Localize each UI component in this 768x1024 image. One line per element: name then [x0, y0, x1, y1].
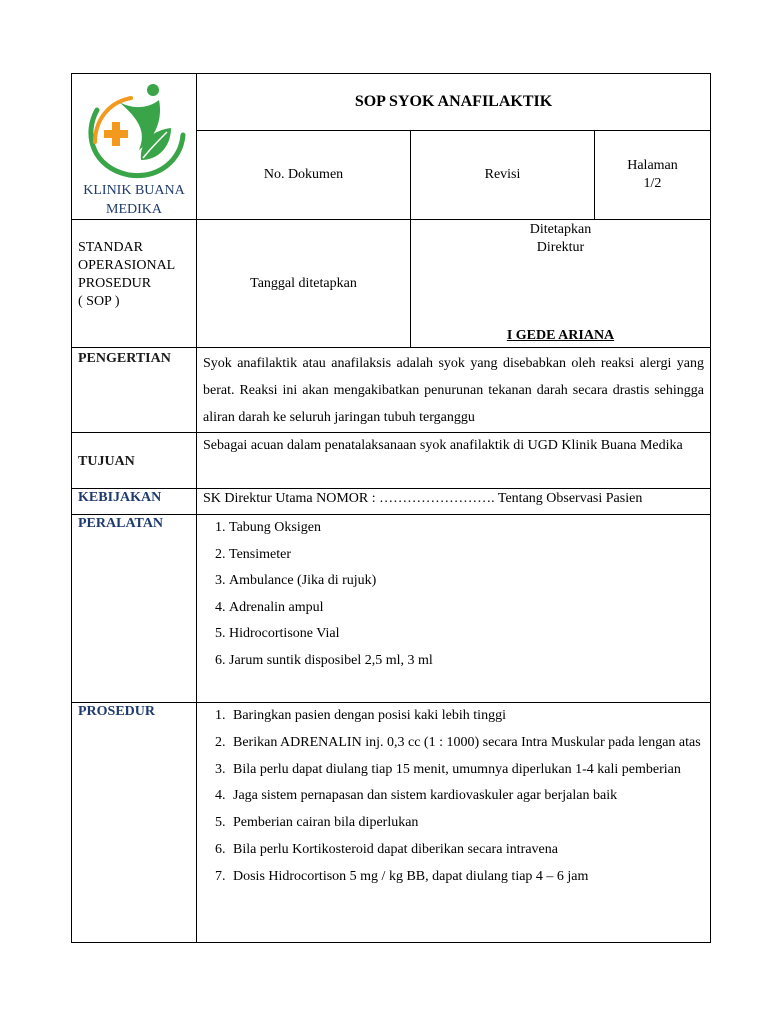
tanggal-ditetapkan-cell: Tanggal ditetapkan: [197, 220, 411, 348]
revisi-cell: Revisi: [411, 131, 595, 220]
peralatan-label: PERALATAN: [72, 515, 197, 703]
sop-label-line: PROSEDUR: [78, 276, 152, 291]
prosedur-list: [197, 703, 710, 891]
halaman-value: 1/2: [643, 176, 662, 192]
kebijakan-text: SK Direktur Utama NOMOR : ……………………. Tentang Observasi Pasien: [197, 489, 711, 515]
ditetapkan-cell: [411, 220, 711, 348]
list-item: 1. Tabung Oksigen: [229, 515, 710, 542]
prosedur-cell: [197, 703, 711, 943]
document-title: SOP SYOK ANAFILAKTIK: [197, 74, 711, 131]
list-item: 2. Tensimeter: [229, 542, 710, 569]
peralatan-cell: [197, 515, 711, 703]
halaman-cell: [595, 131, 711, 220]
list-item: 3. Bila perlu dapat diulang tiap 15 menit, umumnya diperlukan 1-4 kali pemberian: [229, 757, 710, 784]
sop-label-cell: [72, 220, 197, 348]
list-item: 7. Dosis Hidrocortison 5 mg / kg BB, dapat diulang tiap 4 – 6 jam: [229, 864, 710, 891]
list-item: 4. Adrenalin ampul: [229, 595, 710, 622]
sop-label-line: ( SOP ): [78, 294, 120, 309]
tujuan-text: Sebagai acuan dalam penatalaksanaan syok anafilaktik di UGD Klinik Buana Medika: [197, 433, 711, 489]
no-dokumen-cell: No. Dokumen: [197, 131, 411, 220]
sop-label-line: STANDAR: [78, 240, 143, 255]
list-item: 1. Baringkan pasien dengan posisi kaki lebih tinggi: [229, 703, 710, 730]
halaman-label: Halaman: [627, 158, 678, 174]
director-name: I GEDE ARIANA: [506, 328, 615, 343]
tujuan-label: TUJUAN: [72, 433, 197, 489]
clinic-logo: [79, 80, 189, 180]
list-item: 3. Ambulance (Jika di rujuk): [229, 568, 710, 595]
kebijakan-label: KEBIJAKAN: [72, 489, 197, 515]
pengertian-label: PENGERTIAN: [72, 348, 197, 433]
clinic-name: KLINIK BUANA MEDIKA: [83, 183, 185, 217]
prosedur-label: PROSEDUR: [72, 703, 197, 943]
list-item: 2. Berikan ADRENALIN inj. 0,3 cc (1 : 1000) secara Intra Muskular pada lengan atas: [229, 730, 710, 757]
pengertian-text: Syok anafilaktik atau anafilaksis adalah syok yang disebabkan oleh reaksi alergi yang berat. Reaksi ini akan mengakibatkan penurunan tekanan darah secara drastis sehingga aliran darah ke seluruh jaringan tubuh terganggu: [197, 348, 711, 433]
ditetapkan-label: Ditetapkan: [529, 222, 592, 237]
sop-document: [71, 73, 710, 943]
list-item: 6. Bila perlu Kortikosteroid dapat diberikan secara intravena: [229, 837, 710, 864]
list-item: 6. Jarum suntik disposibel 2,5 ml, 3 ml: [229, 648, 710, 675]
peralatan-list: [197, 515, 710, 674]
sop-table: [71, 73, 711, 943]
logo-cell: [72, 74, 197, 220]
direktur-label: Direktur: [536, 240, 585, 255]
list-item: 4. Jaga sistem pernapasan dan sistem kardiovaskuler agar berjalan baik: [229, 783, 710, 810]
sop-label-line: OPERASIONAL: [78, 258, 176, 273]
list-item: 5. Pemberian cairan bila diperlukan: [229, 810, 710, 837]
list-item: 5. Hidrocortisone Vial: [229, 621, 710, 648]
